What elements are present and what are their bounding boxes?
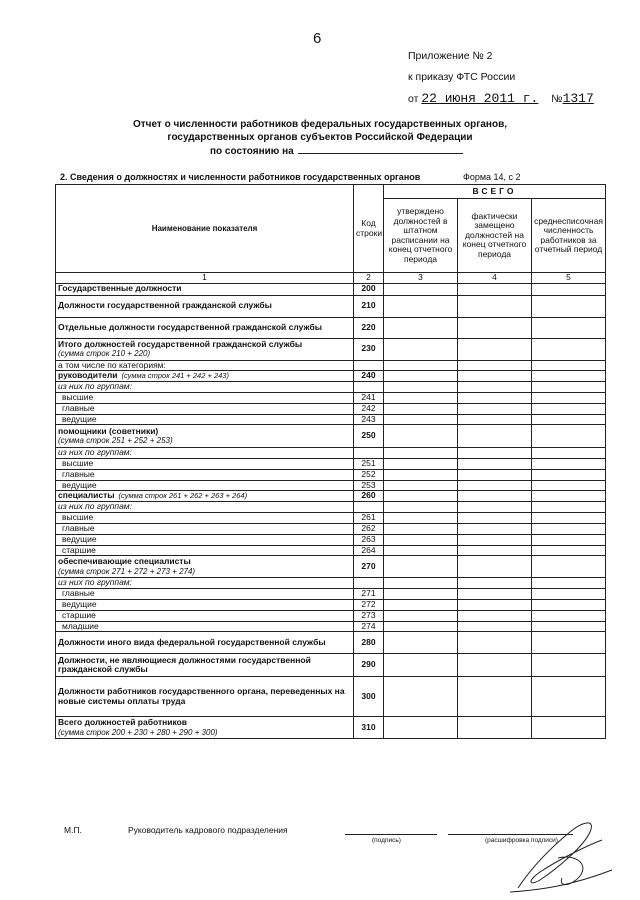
col4-cell[interactable]: [458, 512, 532, 523]
appendix-line1: Приложение № 2: [408, 50, 493, 62]
col5-cell[interactable]: [532, 556, 606, 578]
col4-cell[interactable]: [458, 632, 532, 654]
table-row: [56, 545, 606, 556]
row-name-text: Государственные должности: [58, 283, 182, 294]
row-name: [56, 677, 354, 717]
row-name: [56, 403, 354, 414]
section-title: 2. Сведения о должностях и численности работников государственных органов: [60, 172, 421, 182]
row-name-text: из них по группам:: [58, 501, 132, 511]
col5-cell[interactable]: [532, 621, 606, 632]
col3-cell[interactable]: [384, 654, 458, 677]
as-of-label: по состоянию на: [210, 146, 294, 157]
col-number: 2: [354, 273, 384, 284]
row-name-text: старшие: [62, 545, 96, 555]
col5-cell[interactable]: [532, 295, 606, 317]
row-code: 310: [354, 717, 384, 739]
row-name-text: младшие: [62, 621, 99, 631]
col-number: 1: [56, 273, 354, 284]
row-code: 260: [354, 491, 384, 502]
report-title-line3: [210, 144, 463, 158]
row-code: 243: [354, 414, 384, 425]
col-number: 3: [384, 273, 458, 284]
col4-cell[interactable]: [458, 491, 532, 502]
appendix-line2: к приказу ФТС России: [408, 71, 516, 83]
col5-cell[interactable]: [532, 599, 606, 610]
table-row: [56, 534, 606, 545]
table-row: [56, 317, 606, 338]
table-row: [56, 588, 606, 599]
col4-cell[interactable]: [458, 283, 532, 295]
signature-line[interactable]: [345, 834, 437, 835]
row-name: [56, 392, 354, 403]
col3-header: утверждено должностей в штатном расписании на конец отчетного периода: [384, 199, 458, 273]
col3-cell: [384, 578, 458, 589]
col3-cell[interactable]: [384, 403, 458, 414]
row-name-text: руководители: [58, 370, 118, 381]
row-name-text: главные: [62, 588, 95, 598]
table-row: [56, 556, 606, 578]
row-code: [354, 502, 384, 513]
col3-cell: [384, 382, 458, 393]
row-name: [56, 469, 354, 480]
row-name: [56, 545, 354, 556]
table-row: [56, 480, 606, 491]
report-table: [55, 184, 606, 739]
col4-cell[interactable]: [458, 654, 532, 677]
col4-cell[interactable]: [458, 677, 532, 717]
col3-cell[interactable]: [384, 677, 458, 717]
row-name: [56, 360, 354, 371]
col5-cell: [532, 502, 606, 513]
appendix-date-line: [408, 91, 594, 106]
table-row: [56, 491, 606, 502]
row-code: 270: [354, 556, 384, 578]
table-row: [56, 403, 606, 414]
col5-cell[interactable]: [532, 414, 606, 425]
row-name: [56, 599, 354, 610]
row-name-text: главные: [62, 469, 95, 479]
col5-cell[interactable]: [532, 523, 606, 534]
row-name-text: Всего должностей работников: [58, 717, 188, 727]
head-of-hr-label: Руководитель кадрового подразделения: [128, 825, 288, 835]
table-row: [56, 621, 606, 632]
row-name-text: главные: [62, 403, 95, 413]
order-number: 1317: [562, 91, 594, 106]
row-code: 242: [354, 403, 384, 414]
table-row: [56, 392, 606, 403]
col4-cell: [458, 360, 532, 371]
table-row: [56, 654, 606, 677]
col5-cell[interactable]: [532, 677, 606, 717]
col4-cell[interactable]: [458, 717, 532, 739]
col4-cell: [458, 578, 532, 589]
col3-cell[interactable]: [384, 425, 458, 448]
col3-cell[interactable]: [384, 491, 458, 502]
col5-cell: [532, 382, 606, 393]
row-name-text: высшие: [62, 392, 94, 402]
col3-cell[interactable]: [384, 610, 458, 621]
col5-cell[interactable]: [532, 654, 606, 677]
col3-cell[interactable]: [384, 480, 458, 491]
col3-cell: [384, 360, 458, 371]
row-code: 220: [354, 317, 384, 338]
col5-cell[interactable]: [532, 392, 606, 403]
row-code: 230: [354, 338, 384, 360]
col4-cell[interactable]: [458, 610, 532, 621]
col3-cell[interactable]: [384, 599, 458, 610]
col-number: 4: [458, 273, 532, 284]
col5-cell[interactable]: [532, 283, 606, 295]
row-name-text: а том числе по категориям:: [58, 360, 166, 370]
row-name-text: Должности государственной гражданской службы: [58, 300, 272, 311]
row-name: [56, 523, 354, 534]
col5-cell[interactable]: [532, 480, 606, 491]
col3-cell[interactable]: [384, 458, 458, 469]
col5-header: среднесписочная численность работников за отчетный период: [532, 199, 606, 273]
table-row: [56, 469, 606, 480]
row-name: [56, 610, 354, 621]
col5-cell[interactable]: [532, 632, 606, 654]
col5-cell[interactable]: [532, 403, 606, 414]
row-name-text: Должности иного вида федеральной государственной службы: [58, 636, 326, 647]
col3-cell[interactable]: [384, 338, 458, 360]
col5-cell: [532, 578, 606, 589]
col4-cell[interactable]: [458, 534, 532, 545]
table-row: [56, 382, 606, 393]
row-name: [56, 512, 354, 523]
decode-caption: (расшифровка подписи): [485, 837, 558, 844]
col4-cell[interactable]: [458, 414, 532, 425]
col5-cell[interactable]: [532, 610, 606, 621]
as-of-date-field[interactable]: [298, 144, 463, 154]
form-label: Форма 14, с 2: [463, 172, 521, 182]
page-number: 6: [313, 30, 322, 47]
row-name-text: из них по группам:: [58, 381, 132, 391]
row-code: 263: [354, 534, 384, 545]
col3-cell[interactable]: [384, 283, 458, 295]
row-name: [56, 295, 354, 317]
col5-cell: [532, 448, 606, 459]
table-row: [56, 610, 606, 621]
table-row: [56, 448, 606, 459]
row-code: [354, 360, 384, 371]
row-name: [56, 502, 354, 513]
col3-cell[interactable]: [384, 556, 458, 578]
col5-cell[interactable]: [532, 317, 606, 338]
row-name-text: ведущие: [62, 534, 97, 544]
col3-cell[interactable]: [384, 621, 458, 632]
col4-cell[interactable]: [458, 403, 532, 414]
row-name: [56, 588, 354, 599]
signature-caption: (подпись): [372, 837, 401, 844]
row-code: [354, 578, 384, 589]
row-code: 250: [354, 425, 384, 448]
col5-cell[interactable]: [532, 371, 606, 382]
col3-cell[interactable]: [384, 414, 458, 425]
col4-cell[interactable]: [458, 469, 532, 480]
row-code: 200: [354, 283, 384, 295]
col4-cell[interactable]: [458, 588, 532, 599]
row-code: 264: [354, 545, 384, 556]
row-name: [56, 283, 354, 295]
table-row: [56, 512, 606, 523]
row-name-text: Отдельные должности государственной гражданской службы: [58, 321, 323, 332]
table-row: [56, 502, 606, 513]
col4-cell[interactable]: [458, 317, 532, 338]
row-code: 253: [354, 480, 384, 491]
row-name: [56, 480, 354, 491]
row-name: [56, 425, 354, 448]
row-name-text: высшие: [62, 512, 94, 522]
number-prefix: №: [551, 93, 563, 105]
table-row: [56, 632, 606, 654]
col-code-header: Код строки: [354, 185, 384, 273]
row-name-text: из них по группам:: [58, 577, 132, 587]
col5-cell[interactable]: [532, 425, 606, 448]
row-name: [56, 654, 354, 677]
row-code: 241: [354, 392, 384, 403]
col4-cell[interactable]: [458, 338, 532, 360]
col-name-header: Наименование показателя: [56, 185, 354, 273]
row-code: 271: [354, 588, 384, 599]
row-code: 240: [354, 371, 384, 382]
row-name: [56, 458, 354, 469]
row-code: 280: [354, 632, 384, 654]
row-name: [56, 382, 354, 393]
row-formula: (сумма строк 271 + 272 + 273 + 274): [58, 566, 196, 576]
table-row: [56, 523, 606, 534]
col3-cell[interactable]: [384, 534, 458, 545]
row-name-text: из них по группам:: [58, 447, 132, 457]
row-code: 290: [354, 654, 384, 677]
row-code: [354, 382, 384, 393]
col5-cell: [532, 360, 606, 371]
row-code: 300: [354, 677, 384, 717]
row-name: [56, 371, 354, 382]
row-name-text: Итого должностей государственной гражданской службы: [58, 338, 303, 349]
row-name: [56, 414, 354, 425]
table-row: [56, 338, 606, 360]
row-name-text: старшие: [62, 610, 96, 620]
table-row: [56, 425, 606, 448]
col3-cell[interactable]: [384, 371, 458, 382]
col4-cell[interactable]: [458, 458, 532, 469]
report-title-line1: Отчет о численности работников федеральных государственных органов,: [132, 119, 507, 130]
order-date: 22 июня 2011 г.: [421, 91, 539, 106]
row-formula: (сумма строк 261 + 262 + 263 + 264): [118, 491, 248, 501]
col5-cell[interactable]: [532, 717, 606, 739]
col5-cell[interactable]: [532, 512, 606, 523]
row-code: 252: [354, 469, 384, 480]
row-name-text: Должности работников государственного органа, переведенных на новые системы оплаты труда: [58, 686, 345, 706]
row-name-text: ведущие: [62, 599, 97, 609]
col4-cell[interactable]: [458, 545, 532, 556]
from-prefix: от: [408, 93, 419, 105]
col-number: 5: [532, 273, 606, 284]
row-name: [56, 317, 354, 338]
col4-cell[interactable]: [458, 371, 532, 382]
row-code: [354, 448, 384, 459]
col3-cell: [384, 448, 458, 459]
row-name: [56, 534, 354, 545]
col3-cell[interactable]: [384, 469, 458, 480]
col4-cell[interactable]: [458, 556, 532, 578]
col4-cell[interactable]: [458, 392, 532, 403]
row-code: 251: [354, 458, 384, 469]
col4-header: фактически замещено должностей на конец отчетного периода: [458, 199, 532, 273]
col4-cell: [458, 448, 532, 459]
col5-cell[interactable]: [532, 545, 606, 556]
row-name-text: обеспечивающие специалисты: [58, 556, 191, 566]
table-row: [56, 578, 606, 589]
col5-cell[interactable]: [532, 338, 606, 360]
table-row: [56, 717, 606, 739]
col3-cell[interactable]: [384, 392, 458, 403]
row-name: [56, 632, 354, 654]
row-name: [56, 448, 354, 459]
col3-cell[interactable]: [384, 317, 458, 338]
handwritten-signature: [500, 810, 620, 895]
table-row: [56, 414, 606, 425]
col4-cell[interactable]: [458, 480, 532, 491]
col3-cell: [384, 502, 458, 513]
row-code: 261: [354, 512, 384, 523]
table-row: [56, 677, 606, 717]
col3-cell[interactable]: [384, 512, 458, 523]
row-name: [56, 491, 354, 502]
col3-cell[interactable]: [384, 295, 458, 317]
stamp-place: М.П.: [64, 825, 82, 835]
table-row: [56, 283, 606, 295]
col5-cell[interactable]: [532, 469, 606, 480]
col4-cell[interactable]: [458, 523, 532, 534]
col4-cell[interactable]: [458, 425, 532, 448]
col4-cell: [458, 382, 532, 393]
col4-cell[interactable]: [458, 599, 532, 610]
col5-cell[interactable]: [532, 534, 606, 545]
row-formula: (сумма строк 251 + 252 + 253): [58, 436, 173, 445]
row-formula: (сумма строк 241 + 242 + 243): [121, 371, 229, 381]
row-name-text: главные: [62, 523, 95, 533]
row-name: [56, 338, 354, 360]
col4-cell: [458, 502, 532, 513]
col4-cell[interactable]: [458, 295, 532, 317]
row-code: 273: [354, 610, 384, 621]
col3-cell[interactable]: [384, 632, 458, 654]
row-code: 262: [354, 523, 384, 534]
row-formula: (сумма строк 210 + 220): [58, 349, 151, 358]
row-name-text: ведущие: [62, 480, 97, 490]
col3-cell[interactable]: [384, 717, 458, 739]
table-row: [56, 360, 606, 371]
row-name-text: высшие: [62, 458, 94, 468]
vsego-header: ВСЕГО: [384, 185, 606, 199]
col4-cell[interactable]: [458, 621, 532, 632]
row-name: [56, 556, 354, 578]
row-code: 272: [354, 599, 384, 610]
table-row: [56, 458, 606, 469]
col3-cell[interactable]: [384, 523, 458, 534]
row-name-text: Должности, не являющиеся должностями государственной гражданской службы: [58, 654, 311, 674]
row-code: 210: [354, 295, 384, 317]
row-name: [56, 578, 354, 589]
row-name: [56, 717, 354, 739]
report-title-line2: государственных органов субъектов Российской Федерации: [167, 132, 473, 143]
row-formula: (сумма строк 200 + 230 + 280 + 290 + 300): [58, 727, 218, 737]
row-code: 274: [354, 621, 384, 632]
table-row: [56, 371, 606, 382]
col5-cell[interactable]: [532, 588, 606, 599]
table-row: [56, 599, 606, 610]
row-name: [56, 621, 354, 632]
row-name-text: специалисты: [58, 490, 115, 501]
col3-cell[interactable]: [384, 545, 458, 556]
table-row: [56, 295, 606, 317]
row-name-text: помощники (советники): [58, 425, 159, 436]
col5-cell[interactable]: [532, 491, 606, 502]
col3-cell[interactable]: [384, 588, 458, 599]
row-name-text: ведущие: [62, 414, 97, 424]
col5-cell[interactable]: [532, 458, 606, 469]
